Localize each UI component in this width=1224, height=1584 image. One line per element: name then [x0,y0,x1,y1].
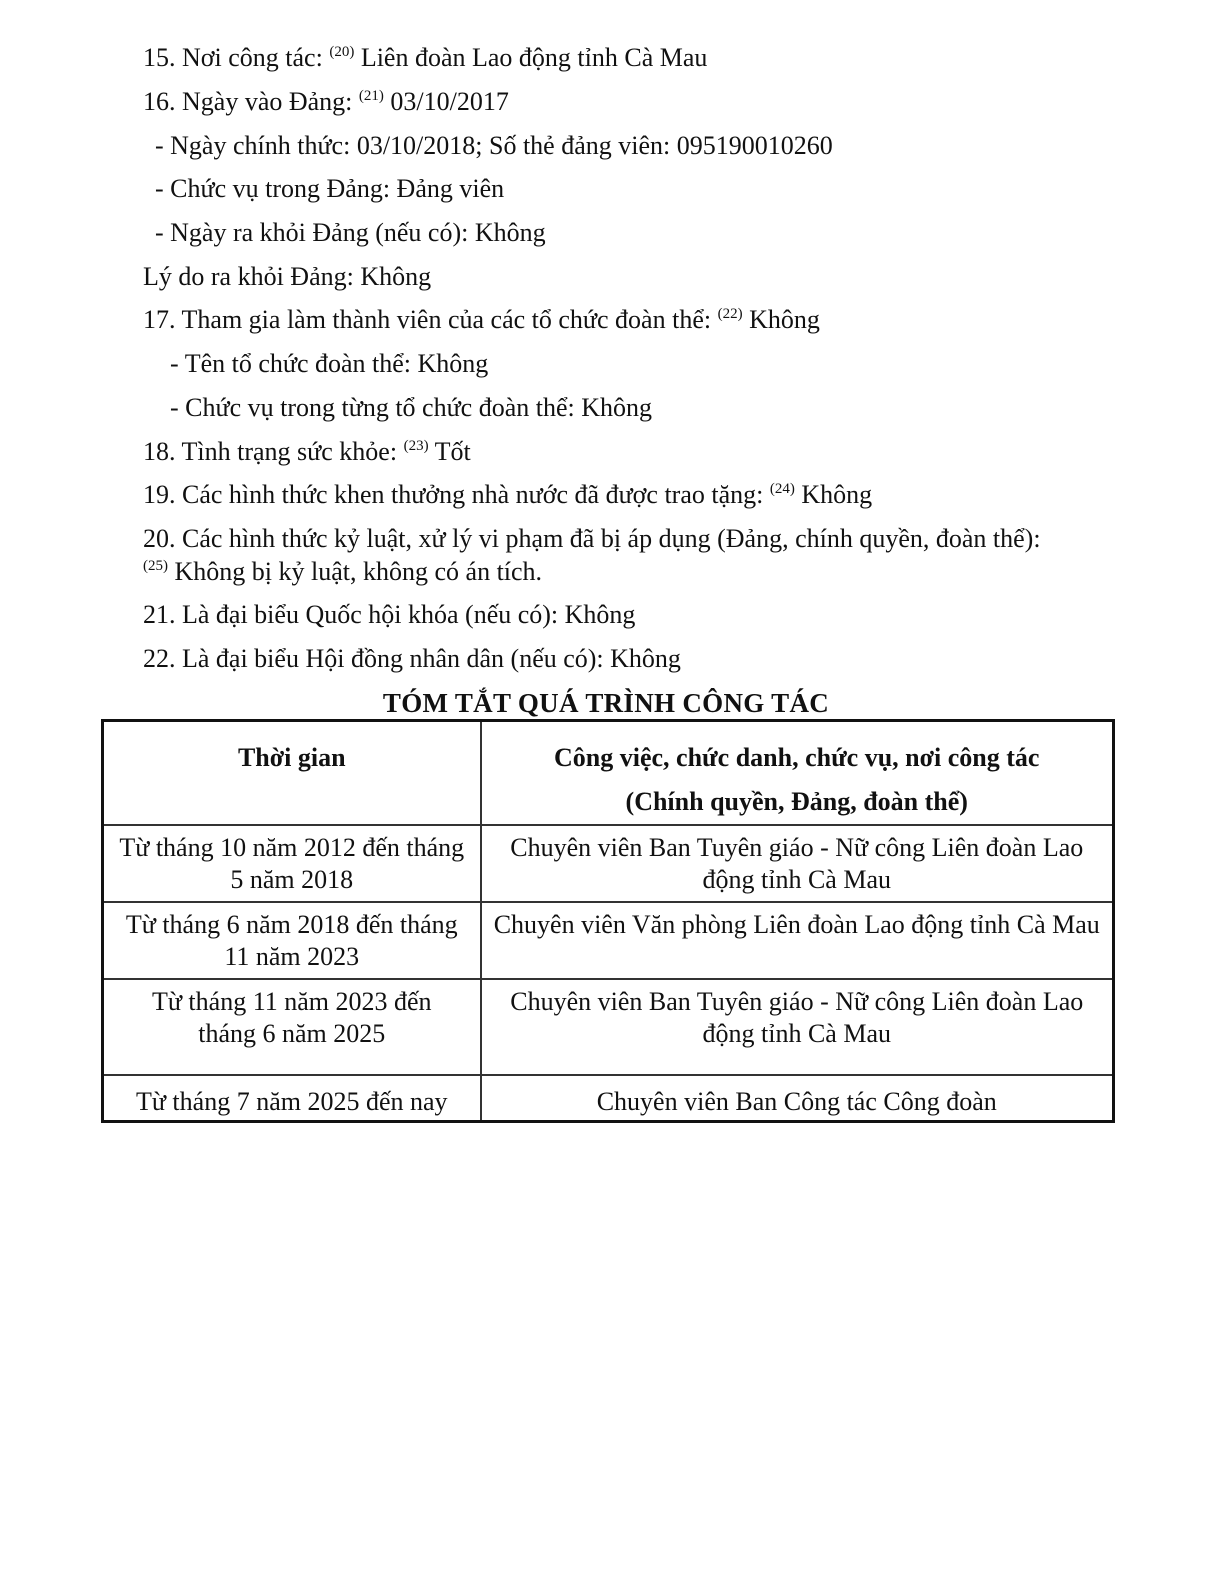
table-row [103,902,1114,979]
table-row [103,825,1114,902]
header-time: Thời gian [103,721,481,826]
item-20-discipline-label: 20. Các hình thức kỷ luật, xử lý vi phạm đã bị áp dụng (Đảng, chính quyền, đoàn thể): [143,524,1041,553]
item-15-workplace: 15. Nơi công tác: $^{(20)}$ Liên đoàn Lao động tỉnh Cà Mau [143,43,708,72]
item-17-org-name: - Tên tổ chức đoàn thể: Không [170,349,489,378]
item-18-health: 18. Tình trạng sức khỏe: $^{(23)}$ Tốt [143,437,471,466]
item-19-awards: 19. Các hình thức khen thưởng nhà nước đã được trao tặng: $^{(24)}$ Không [143,480,873,509]
cell-time: Từ tháng 6 năm 2018 đến tháng 11 năm 2023 [103,902,481,979]
footnote-ref: (23) [403,438,429,454]
footnote-ref: (21) [358,88,384,104]
item-16-leave-date: - Ngày ra khỏi Đảng (nếu có): Không [155,218,546,247]
footnote-ref: (20) [329,44,355,60]
item-21-national-assembly: 21. Là đại biểu Quốc hội khóa (nếu có): Không [143,600,636,629]
cell-role: Chuyên viên Văn phòng Liên đoàn Lao động tỉnh Cà Mau [481,902,1114,979]
header-role: Công việc, chức danh, chức vụ, nơi công tác (Chính quyền, Đảng, đoàn thể) [481,721,1114,826]
item-22-peoples-council: 22. Là đại biểu Hội đồng nhân dân (nếu có): Không [143,644,681,673]
item-16-party-position: - Chức vụ trong Đảng: Đảng viên [155,174,505,203]
cell-role: Chuyên viên Ban Công tác Công đoàn [481,1075,1114,1121]
leave-reason: Lý do ra khỏi Đảng: Không [143,262,432,291]
table-header-row [103,721,1114,826]
cell-time: Từ tháng 11 năm 2023 đến tháng 6 năm 2025 [103,979,481,1075]
footnote-ref: (25) [143,558,168,574]
footnote-ref: (22) [717,306,743,322]
cell-role: Chuyên viên Ban Tuyên giáo - Nữ công Liên đoàn Lao động tỉnh Cà Mau [481,979,1114,1075]
table-row [103,979,1114,1075]
footnote-ref: (24) [769,481,795,497]
cell-time: Từ tháng 7 năm 2025 đến nay [103,1075,481,1121]
item-20-discipline-value: $^{(25)}$ Không bị kỷ luật, không có án tích. [143,557,543,586]
work-history-table [101,719,1115,1123]
item-16-party-join-date: 16. Ngày vào Đảng: $^{(21)}$ 03/10/2017 [143,87,509,116]
cell-time: Từ tháng 10 năm 2012 đến tháng 5 năm 2018 [103,825,481,902]
item-17-organizations: 17. Tham gia làm thành viên của các tổ chức đoàn thể: $^{(22)}$ Không [143,305,820,334]
cell-role: Chuyên viên Ban Tuyên giáo - Nữ công Liên đoàn Lao động tỉnh Cà Mau [481,825,1114,902]
item-17-org-position: - Chức vụ trong từng tổ chức đoàn thể: Không [170,393,653,422]
item-16-official-date: - Ngày chính thức: 03/10/2018; Số thẻ đảng viên: 095190010260 [155,131,833,160]
table-row [103,1075,1114,1121]
summary-title: TÓM TẮT QUÁ TRÌNH CÔNG TÁC [382,688,830,718]
